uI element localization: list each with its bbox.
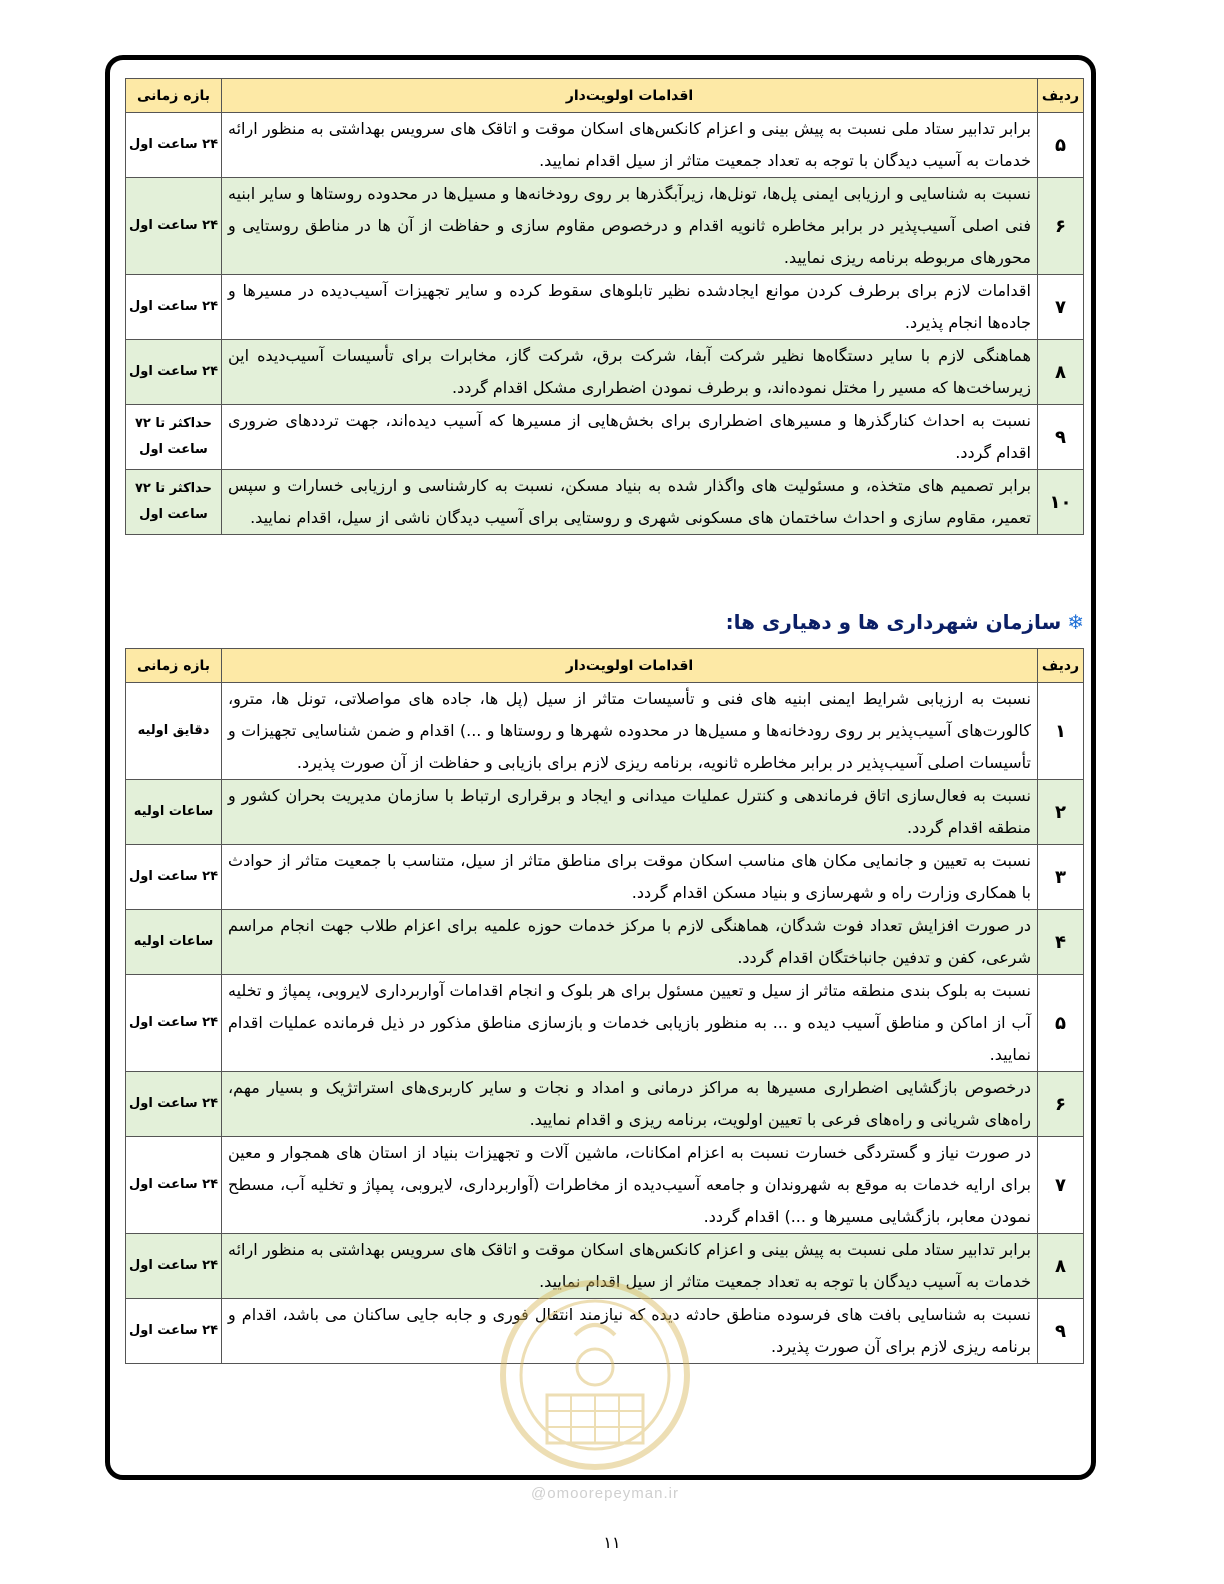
time-range: ۲۴ ساعت اول — [126, 113, 222, 178]
row-number: ۳ — [1038, 845, 1084, 910]
row-number: ۹ — [1038, 405, 1084, 470]
time-range: ۲۴ ساعت اول — [126, 340, 222, 405]
row-number: ۶ — [1038, 1072, 1084, 1137]
action-text: نسبت به ارزیابی شرایط ایمنی ابنیه های فنی و تأسیسات متاثر از سیل (پل ها، جاده های مواصلاتی، تونل ها، مترو، کالورت‌های آسیب‌پذیر بر روی رودخانه‌ها و مسیل‌ها در محدوده شهرها و روستاها و ...) اقدام و ضمن شناسایی تجهیزات و تأسیسات اصلی آسیب‌پذیر در برابر مخاطره ثانویه، برنامه ریزی لازم برای بازیابی و حفاظت از آن صورت پذیرد. — [222, 683, 1038, 780]
table-header — [126, 649, 1084, 683]
action-text: نسبت به احداث کنارگذرها و مسیرهای اضطراری برای بخش‌هایی از مسیرها که آسیب دیده‌اند، جهت ترددهای ضروری اقدام گردد. — [222, 405, 1038, 470]
action-text: در صورت افزایش تعداد فوت شدگان، هماهنگی لازم با مرکز خدمات حوزه علمیه برای اعزام طلاب جهت انجام مراسم شرعی، کفن و تدفین جانباختگان اقدام گردد. — [222, 910, 1038, 975]
time-range: ۲۴ ساعت اول — [126, 178, 222, 275]
seal-watermark-icon — [495, 1275, 695, 1475]
row-number: ۸ — [1038, 340, 1084, 405]
table-row — [126, 780, 1084, 845]
row-number: ۹ — [1038, 1299, 1084, 1364]
table-header — [126, 79, 1084, 113]
action-text: نسبت به شناسایی و ارزیابی ایمنی پل‌ها، تونل‌ها، زیرآبگذرها بر روی رودخانه‌ها و مسیل‌ها در محدوده روستاها و سایر ابنیه فنی اصلی آسیب‌پذیر در برابر مخاطره ثانویه اقدام و درخصوص مقاوم سازی و حفاظت از آن ها در مناطق روستایی و محورهای مربوطه برنامه ریزی نمایید. — [222, 178, 1038, 275]
time-range: ۲۴ ساعت اول — [126, 1299, 222, 1364]
actions-table-2 — [125, 648, 1084, 1364]
action-text: نسبت به فعال‌سازی اتاق فرماندهی و کنترل عملیات میدانی و ایجاد و برقراری ارتباط با سازمان مدیریت بحران کشور و منطقه اقدام گردد. — [222, 780, 1038, 845]
watermark-text: @omoorepeyman.ir — [531, 1485, 679, 1502]
table-row — [126, 683, 1084, 780]
table-row — [126, 470, 1084, 535]
actions-table-1 — [125, 78, 1084, 535]
time-range: ۲۴ ساعت اول — [126, 845, 222, 910]
row-number: ۶ — [1038, 178, 1084, 275]
table-row — [126, 975, 1084, 1072]
row-number: ۵ — [1038, 113, 1084, 178]
row-number: ۴ — [1038, 910, 1084, 975]
page-number: ۱۱ — [603, 1533, 621, 1552]
table-row — [126, 340, 1084, 405]
action-text: نسبت به بلوک بندی منطقه متاثر از سیل و تعیین مسئول برای هر بلوک و انجام اقدامات آواربرداری لایروبی، پمپاژ و تخلیه آب از اماکن و مناطق آسیب دیده و ... به منظور بازیابی خدمات و بازسازی مناطق مذکور در ذیل فرمانده عملیات اقدام نمایید. — [222, 975, 1038, 1072]
time-range: ۲۴ ساعت اول — [126, 275, 222, 340]
action-text: برابر تدابیر ستاد ملی نسبت به پیش بینی و اعزام کانکس‌های اسکان موقت و اتاقک های سرویس بهداشتی به منظور ارائه خدمات به آسیب دیدگان با توجه به تعداد جمعیت متاثر از سیل اقدام نمایید. — [222, 1234, 1038, 1299]
table-row — [126, 275, 1084, 340]
header-time-range: بازه زمانی — [126, 79, 222, 113]
action-text: برابر تدابیر ستاد ملی نسبت به پیش بینی و اعزام کانکس‌های اسکان موقت و اتاقک های سرویس بهداشتی به منظور ارائه خدمات به آسیب دیدگان با توجه به تعداد جمعیت متاثر از سیل اقدام نمایید. — [222, 113, 1038, 178]
table-row — [126, 178, 1084, 275]
time-range: ۲۴ ساعت اول — [126, 975, 222, 1072]
action-text: اقدامات لازم برای برطرف کردن موانع ایجادشده نظیر تابلوهای سقوط کرده و سایر تجهیزات آسیب‌دیده در مسیرها و جاده‌ها انجام پذیرد. — [222, 275, 1038, 340]
time-range: ۲۴ ساعت اول — [126, 1234, 222, 1299]
action-text: در صورت نیاز و گستردگی خسارت نسبت به اعزام امکانات، ماشین آلات و تجهیزات بنیاد از استان های همجوار و معین برای ارایه خدمات به موقع به شهروندان و جامعه آسیب‌دیده از مخاطرات (آواربرداری، لایروبی، پمپاژ و تخلیه آب، مسطح نمودن معابر، بازگشایی مسیرها و ...) اقدام گردد. — [222, 1137, 1038, 1234]
section-title-text: سازمان شهرداری ها و دهیاری ها: — [725, 610, 1062, 634]
table-row — [126, 405, 1084, 470]
header-row-number: ردیف — [1038, 79, 1084, 113]
snowflake-icon: ❄ — [1067, 610, 1084, 634]
time-range: ۲۴ ساعت اول — [126, 1072, 222, 1137]
row-number: ۸ — [1038, 1234, 1084, 1299]
row-number: ۷ — [1038, 1137, 1084, 1234]
table-row — [126, 1072, 1084, 1137]
action-text: هماهنگی لازم با سایر دستگاه‌ها نظیر شرکت آبفا، شرکت برق، شرکت گاز، مخابرات برای تأسیسات آسیب‌دیده این زیرساخت‌ها که مسیر را مختل نموده‌اند، و برطرف نمودن اضطراری مشکل اقدام گردد. — [222, 340, 1038, 405]
time-range: حداکثر تا ۷۲ ساعت اول — [126, 405, 222, 470]
header-actions: اقدامات اولویت‌دار — [222, 649, 1038, 683]
table-row — [126, 1137, 1084, 1234]
row-number: ۲ — [1038, 780, 1084, 845]
time-range: حداکثر تا ۷۲ ساعت اول — [126, 470, 222, 535]
table-row — [126, 113, 1084, 178]
row-number: ۱ — [1038, 683, 1084, 780]
time-range: دقایق اولیه — [126, 683, 222, 780]
time-range: ساعات اولیه — [126, 910, 222, 975]
action-text: نسبت به تعیین و جانمایی مکان های مناسب اسکان موقت برای مناطق متاثر از سیل، متناسب با جمعیت متاثر از حوادث با همکاری وزارت راه و شهرسازی و بنیاد مسکن اقدام گردد. — [222, 845, 1038, 910]
action-text: برابر تصمیم های متخذه، و مسئولیت های واگذار شده به بنیاد مسکن، نسبت به کارشناسی و ارزیابی خسارات و سپس تعمیر، مقاوم سازی و احداث ساختمان های مسکونی شهری و روستایی برای آسیب دیدگان ناشی از سیل، اقدام نمایید. — [222, 470, 1038, 535]
header-actions: اقدامات اولویت‌دار — [222, 79, 1038, 113]
header-row-number: ردیف — [1038, 649, 1084, 683]
row-number: ۱۰ — [1038, 470, 1084, 535]
table-row — [126, 910, 1084, 975]
row-number: ۵ — [1038, 975, 1084, 1072]
row-number: ۷ — [1038, 275, 1084, 340]
time-range: ساعات اولیه — [126, 780, 222, 845]
action-text: نسبت به شناسایی بافت های فرسوده مناطق حادثه دیده که نیازمند انتقال فوری و جابه جایی ساکنان می باشد، اقدام و برنامه ریزی لازم برای آن صورت پذیرد. — [222, 1299, 1038, 1364]
header-time-range: بازه زمانی — [126, 649, 222, 683]
section-title — [726, 610, 1084, 634]
table-row — [126, 845, 1084, 910]
time-range: ۲۴ ساعت اول — [126, 1137, 222, 1234]
action-text: درخصوص بازگشایی اضطراری مسیرها به مراکز درمانی و امداد و نجات و سایر کاربری‌های استراتژیک و بسیار مهم، راه‌های شریانی و راه‌های فرعی با تعیین اولویت، برنامه ریزی و اقدام نمایید. — [222, 1072, 1038, 1137]
